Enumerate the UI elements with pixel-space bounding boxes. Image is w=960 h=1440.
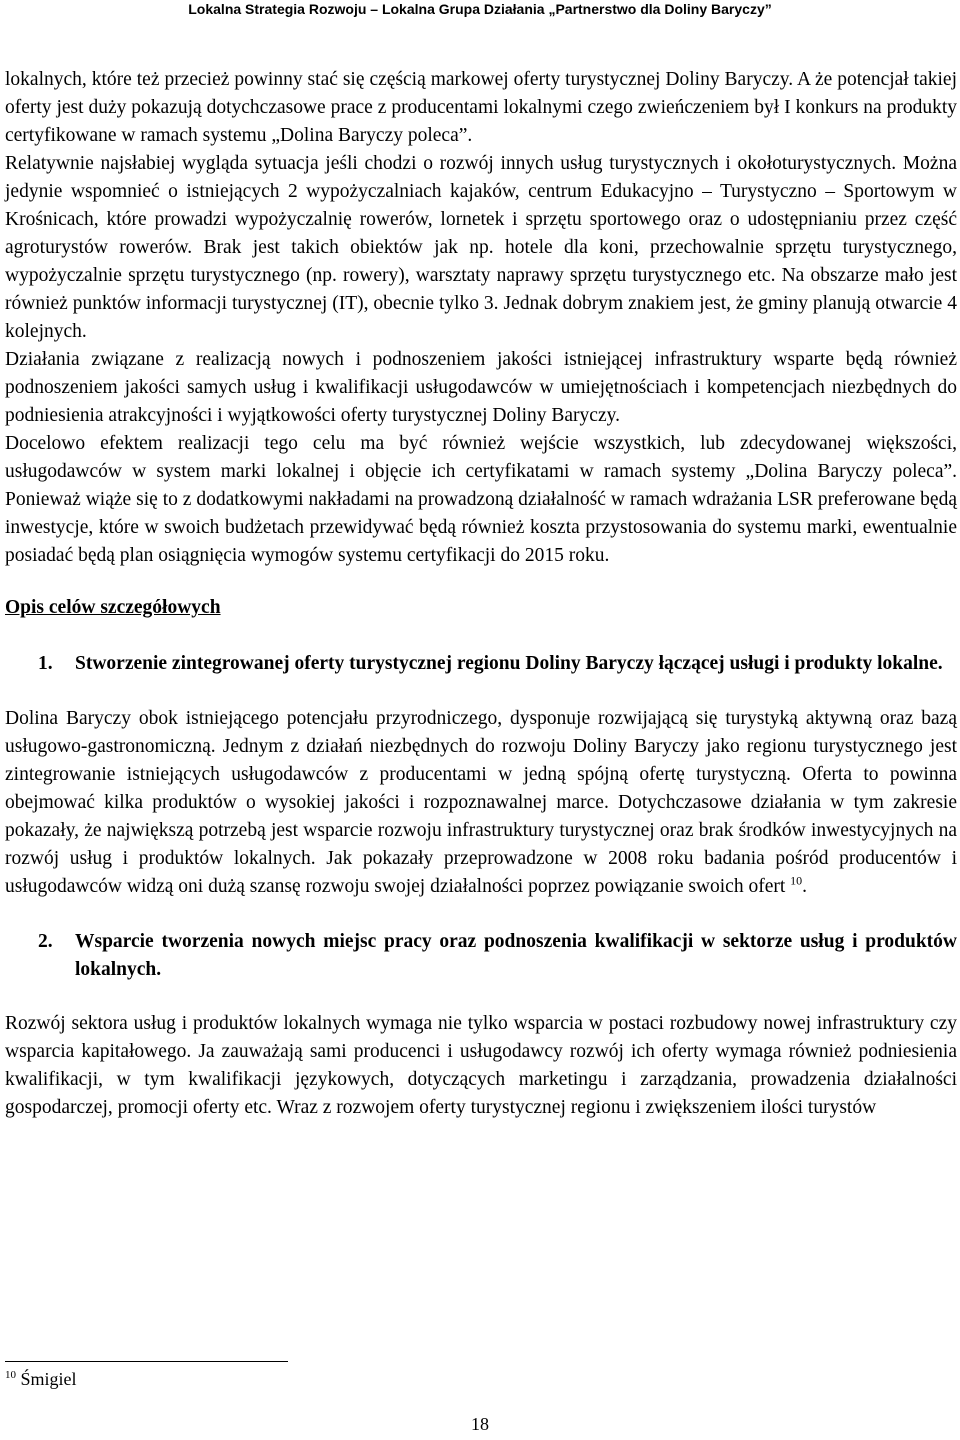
- paragraph: lokalnych, które też przecież powinny stać się częścią markowej oferty turystycznej Doliny Baryczy. A że potencjał takiej oferty jest duży pokazują dotychczasowe prace z producentami lokalnymi czego zwieńczeniem był I konkurs na produkty certyfikowane w ramach systemu „Dolina Baryczy poleca”.: [5, 69, 957, 146]
- objective-text: Dolina Baryczy obok istniejącego potencjału przyrodniczego, dysponuje rozwijającą się turystyką aktywną oraz bazą usługowo-gastronomiczną. Jednym z działań niezbędnych do rozwoju Doliny Baryczy jako regionu turystycznego jest zintegrowanie istniejących usługodawców z producentami w jedną spójną ofertę turystyczną. Oferta to powinna obejmować kilka produktów o wysokiej jakości i rozpoznawalnej marce. Dotychczasowe działania w tym zakresie pokazały, że największą potrzebą jest wsparcie rozwoju infrastruktury turystycznej oraz brak środków inwestycyjnych na rozwój usług i produktów lokalnych. Jak pokazały przeprowadzone w 2008 roku badania pośród producentów i usługodawców widzą oni dużą szansę rozwoju swojej działalności poprzez powiązanie swoich ofert: [5, 708, 957, 897]
- objective-title: Wsparcie tworzenia nowych miejsc pracy oraz podnoszenia kwalifikacji w sektorze usług i produktów lokalnych.: [75, 931, 957, 980]
- paragraph: Relatywnie najsłabiej wygląda sytuacja jeśli chodzi o rozwój innych usług turystycznych i okołoturystycznych. Można jedynie wspomnieć o istniejących 2 wypożyczalniach kajaków, centrum Edukacyjno – Turystyczno – Sportowym w Krośnicach, które prowadzi wypożyczalnię rowerów, lornetek i sprzętu sportowego oraz o udostępnianiu przez część agroturystów rowerów. Brak jest takich obiektów jak np. hotele dla koni, przechowalnie sprzętu turystycznego, wypożyczalnie sprzętu turystycznego (np. rowery), warsztaty naprawy sprzętu turystycznego etc. Na obszarze mało jest również punktów informacji turystycznej (IT), obecnie tylko 3. Jednak dobrym znakiem jest, że gminy planują otwarcie 4 kolejnych.: [5, 153, 957, 342]
- objective-heading-1: [5, 650, 957, 678]
- page-number: 18: [471, 1414, 489, 1434]
- page-header: Lokalna Strategia Rozwoju – Lokalna Grupa Działania „Partnerstwo dla Doliny Baryczy”: [188, 1, 772, 17]
- section-title: Opis celów szczegółowych: [5, 597, 221, 618]
- objective-text-2: Rozwój sektora usług i produktów lokalnych wymaga nie tylko wsparcia w postaci rozbudowy nowej infrastruktury czy wsparcia kapitałowego. Ja zauważają sami producenci i usługodawcy rozwój ich oferty wymaga również podniesienia kwalifikacji, w tym kwalifikacji językowych, dotyczących marketingu i zarządzania, prowadzenia działalności gospodarczej, promocji oferty etc. Wraz z rozwojem oferty turystycznej regionu i zwiększeniem ilości turystów: [5, 1013, 957, 1118]
- sentence-end: .: [802, 876, 808, 897]
- objective-heading-2: [5, 928, 957, 984]
- footnote-text: Śmigiel: [20, 1369, 77, 1389]
- paragraph: Działania związane z realizacją nowych i podnoszeniem jakości istniejącej infrastruktury wsparte będą również podnoszeniem jakości samych usług i kwalifikacji usługodawców w umiejętnościach i kompetencjach niezbędnych do podniesienia atrakcyjności i wyjątkowości oferty turystycznej Doliny Baryczy.: [5, 349, 957, 426]
- objective-number: 2.: [38, 931, 53, 952]
- footnote-number: 10: [5, 1369, 16, 1381]
- objective-text-1: [5, 705, 957, 901]
- footnote-reference: 10: [790, 873, 803, 888]
- paragraph: Docelowo efektem realizacji tego celu ma być również wejście wszystkich, lub zdecydowanej większości, usługodawców w system marki lokalnej i objęcie ich certyfikatami w ramach systemy „Dolina Baryczy poleca”. Ponieważ wiąże się to z dodatkowymi nakładami na prowadzoną działalność w ramach wdrażania LSR preferowane będą inwestycje, które w swoich budżetach przewidywać będą również koszta przystosowania do systemu marki, ewentualnie posiadać będą plan osiągnięcia wymogów systemu certyfikacji do 2015 roku.: [5, 433, 957, 566]
- objective-title: Stworzenie zintegrowanej oferty turystycznej regionu Doliny Baryczy łączącej usługi i produkty lokalne.: [75, 653, 943, 674]
- footnote: [5, 1367, 77, 1391]
- footnote-separator: [5, 1361, 288, 1362]
- body-text: [5, 66, 957, 1122]
- objective-number: 1.: [38, 653, 53, 674]
